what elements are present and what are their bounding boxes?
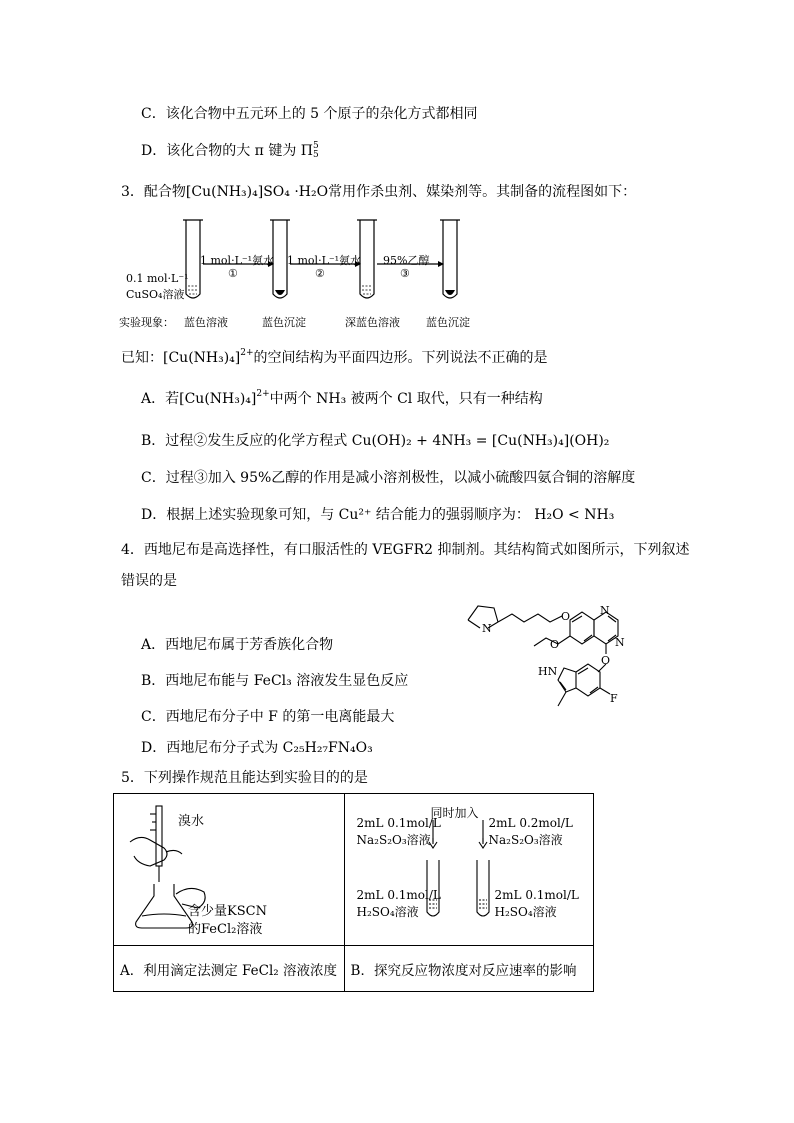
left-bottom-conc: 2mL 0.1mol/L — [356, 888, 441, 902]
cediranib-structure — [458, 598, 648, 738]
q4-option-a: A．西地尼布属于芳香族化合物 — [141, 637, 334, 653]
q4-stem-line1: 4．西地尼布是高选择性，有口服活性的 VEGFR2 抑制剂。其结构简式如图所示，下列叙述 — [121, 542, 690, 558]
q2-option-d — [141, 140, 319, 160]
q4-stem-line2: 错误的是 — [121, 573, 177, 589]
hand-left — [130, 837, 167, 866]
bromine-water-label: 溴水 — [178, 814, 205, 829]
atom-nh-indole: HN — [538, 665, 558, 678]
burette — [156, 806, 162, 866]
right-top-conc: 2mL 0.2mol/L — [488, 816, 573, 830]
benzene-ring — [570, 612, 594, 644]
q3-option-d: D．根据上述实验现象可知，与 Cu²⁺ 结合能力的强弱顺序为： H₂O < NH₃ — [141, 507, 615, 523]
phenomenon-2: 蓝色沉淀 — [262, 316, 306, 329]
atom-n-quinazoline-1: N — [600, 604, 610, 617]
arrow-3-step: ③ — [400, 267, 410, 280]
conical-flask — [136, 884, 193, 928]
q3-known-charge: 2+ — [240, 348, 254, 358]
phenomenon-1: 蓝色溶液 — [184, 316, 228, 329]
q4-option-b: B．西地尼布能与 FeCl₃ 溶液发生显色反应 — [141, 673, 409, 689]
atom-f: F — [610, 692, 618, 705]
q2-option-c: C．该化合物中五元环上的 5 个原子的杂化方式都相同 — [141, 106, 478, 122]
q3-option-a — [141, 388, 543, 408]
test-tube-4 — [443, 220, 457, 298]
q3-option-a-ion: [Cu(NH₃)₄] — [179, 391, 257, 407]
q3-complex-ion: [Cu(NH₃)₄] — [185, 184, 264, 200]
arrow-1-reagent: 1 mol·L⁻¹氨水 — [200, 254, 275, 267]
q3-option-a-prefix: A．若 — [141, 391, 180, 407]
q3-known-ion: [Cu(NH₃)₄] — [163, 350, 241, 366]
pi-symbol: Π — [300, 143, 313, 159]
test-tube-2 — [273, 220, 287, 298]
q2-option-d-text: D．该化合物的大 π 键为 — [141, 143, 301, 159]
simultaneous-label: 同时加入 — [430, 806, 479, 820]
flask-label-1: 含少量KSCN — [188, 904, 267, 919]
q3-stem-suffix: 常用作杀虫剂、媒染剂等。其制备的流程图如下： — [328, 184, 637, 200]
right-bottom-solution: H₂SO₄溶液 — [494, 905, 557, 919]
q3-known-prefix: 已知： — [121, 350, 163, 366]
q5-stem: 5．下列操作规范且能达到实验目的的是 — [121, 770, 368, 786]
start-solution: CuSO₄溶液 — [126, 288, 185, 301]
q3-option-b: B．过程②发生反应的化学方程式 Cu(OH)₂ + 4NH₃ = [Cu(NH₃)₄](OH)₂ — [141, 433, 610, 449]
flask-label-2: 的FeCl₂溶液 — [188, 922, 263, 937]
q3-known — [121, 347, 548, 367]
pyrrolidine-ring — [468, 606, 498, 622]
q3-stem — [121, 181, 636, 201]
pi-subscript: 5 — [313, 150, 319, 160]
q3-option-a-charge: 2+ — [256, 389, 270, 399]
left-bottom-solution: H₂SO₄溶液 — [356, 905, 419, 919]
q3-option-a-suffix: 中两个 NH₃ 被两个 Cl 取代，只有一种结构 — [269, 391, 543, 407]
atom-o-ether: O — [561, 610, 571, 623]
q5-cell-a-figure — [114, 794, 345, 946]
indole-benzene — [576, 664, 600, 696]
phenomena-label: 实验现象： — [119, 316, 174, 329]
q3-complex-rest: SO₄ ·H₂O — [263, 184, 329, 200]
arrow-1-step: ① — [228, 267, 238, 280]
phenomenon-4: 蓝色沉淀 — [426, 316, 470, 329]
right-top-solution: Na₂S₂O₃溶液 — [488, 833, 563, 847]
left-top-conc: 2mL 0.1mol/L — [356, 816, 441, 830]
phenomenon-3: 深蓝色溶液 — [345, 316, 400, 329]
q3-option-c: C．过程③加入 95%乙醇的作用是减小溶剂极性，以减小硫酸四氨合铜的溶解度 — [141, 470, 636, 486]
atom-n-quinazoline-2: N — [615, 636, 625, 649]
q5-options-table — [113, 793, 594, 992]
q5-caption-a: A．利用滴定法测定 FeCl₂ 溶液浓度 — [114, 946, 345, 992]
q3-known-suffix: 的空间结构为平面四边形。下列说法不正确的是 — [253, 350, 548, 366]
q4-option-d: D．西地尼布分子式为 C₂₅H₂₇FN₄O₃ — [141, 740, 373, 756]
arrow-2-reagent: 1 mol·L⁻¹氨水 — [287, 254, 362, 267]
atom-o-aryl-ether: O — [601, 654, 611, 667]
pi-superscript: 5 — [313, 141, 319, 151]
arrow-3-reagent: 95%乙醇 — [383, 254, 430, 267]
q3-stem-prefix: 3．配合物 — [121, 184, 186, 200]
atom-n-pyrrolidine: N — [482, 622, 492, 635]
q5-cell-b-figure — [344, 794, 593, 946]
start-concentration: 0.1 mol·L⁻¹ — [126, 272, 189, 285]
arrow-2-step: ② — [315, 267, 325, 280]
right-bottom-conc: 2mL 0.1mol/L — [494, 888, 579, 902]
q5-caption-b: B．探究反应物浓度对反应速率的影响 — [344, 946, 593, 992]
pyrrole-ring — [558, 668, 576, 692]
left-top-solution: Na₂S₂O₃溶液 — [356, 833, 431, 847]
q4-option-c: C．西地尼布分子中 F 的第一电离能最大 — [141, 709, 395, 725]
atom-o-methoxy: O — [550, 638, 560, 651]
